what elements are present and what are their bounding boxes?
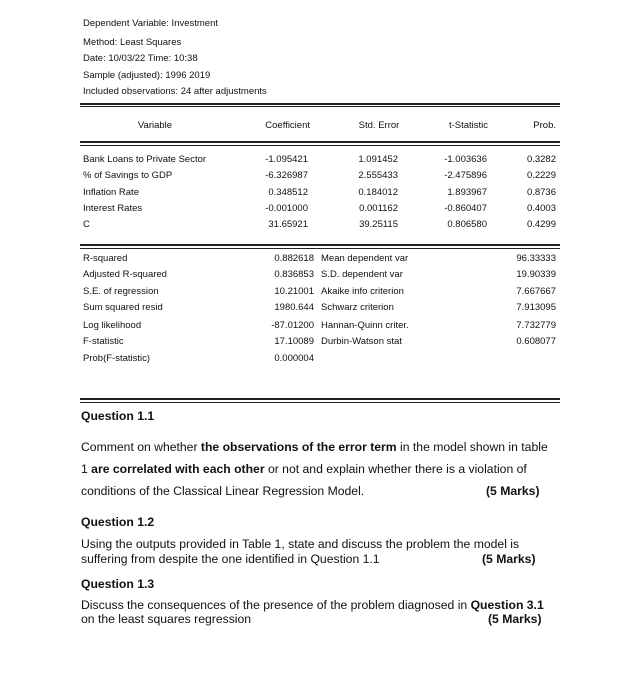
stat-label: Hannan-Quinn criter. — [321, 320, 409, 331]
table-top-rule — [80, 103, 560, 105]
stat-value: 0.000004 — [274, 353, 314, 364]
text: Discuss the consequences of the presence of the problem diagnosed in — [81, 598, 471, 612]
stat-value: 17.10089 — [274, 336, 314, 347]
question-1-3-line-2: on the least squares regression — [81, 612, 252, 626]
header-variable: Variable — [137, 120, 173, 131]
question-1-2-line-2: suffering from despite the one identified in Question 1.1 — [81, 552, 380, 566]
std-error-value: 0.001162 — [359, 203, 398, 214]
question-1-1-line-1 — [81, 440, 548, 455]
stat-label: Akaike info criterion — [321, 286, 404, 297]
question-1-1-marks: (5 Marks) — [486, 484, 540, 498]
stat-label: Mean dependent var — [321, 253, 409, 264]
variable-name: % of Savings to GDP — [83, 170, 173, 181]
std-error-value: 1.091452 — [358, 154, 398, 165]
emphasis: Question 3.1 — [470, 598, 544, 612]
prob-value: 0.4003 — [526, 203, 556, 214]
dependent-variable: Dependent Variable: Investment — [83, 18, 219, 29]
stat-value: 7.913095 — [516, 302, 556, 313]
t-statistic-value: 0.806580 — [447, 219, 487, 230]
stat-label: Schwarz criterion — [321, 302, 394, 313]
emphasis: are correlated with each other — [91, 462, 265, 476]
t-statistic-value: -2.475896 — [444, 170, 487, 181]
coefficient-value: -1.095421 — [265, 154, 308, 165]
header-t-statistic: t-Statistic — [448, 120, 488, 131]
question-1-1-line-3: conditions of the Classical Linear Regression Model. — [81, 484, 365, 498]
stat-label: S.E. of regression — [83, 286, 159, 297]
header-bottom-rule-2 — [80, 145, 560, 146]
stat-label: Log likelihood — [83, 320, 142, 331]
text: or not and explain whether there is a violation of — [264, 462, 527, 476]
variable-name: C — [83, 219, 90, 230]
stat-label: Adjusted R-squared — [83, 269, 167, 280]
text: in the model shown in table — [396, 440, 548, 454]
stat-label: R-squared — [83, 253, 128, 264]
table-bottom-rule — [80, 398, 560, 400]
header-bottom-rule — [80, 141, 560, 143]
std-error-value: 2.555433 — [358, 170, 398, 181]
question-1-3-heading: Question 1.3 — [81, 577, 155, 591]
prob-value: 0.4299 — [526, 219, 556, 230]
stat-label: Prob(F-statistic) — [83, 353, 151, 364]
header-std-error: Std. Error — [358, 120, 400, 131]
variable-name: Interest Rates — [83, 203, 143, 214]
text: 1 — [81, 462, 92, 476]
coef-bottom-rule-2 — [80, 248, 560, 249]
stat-label: S.D. dependent var — [321, 269, 403, 280]
prob-value: 0.3282 — [526, 154, 556, 165]
header-prob: Prob. — [533, 120, 556, 131]
stat-value: 7.667667 — [516, 286, 556, 297]
stat-value: 96.33333 — [516, 253, 556, 264]
stat-value: 10.21001 — [274, 286, 314, 297]
stat-label: F-statistic — [83, 336, 124, 347]
coefficient-value: -0.001000 — [265, 203, 308, 214]
coefficient-value: 0.348512 — [268, 187, 308, 198]
question-1-2-line-1: Using the outputs provided in Table 1, state and discuss the problem the model is — [81, 537, 520, 551]
stat-value: 0.836853 — [274, 269, 314, 280]
question-1-2-heading: Question 1.2 — [81, 515, 155, 529]
coefficient-value: 31.65921 — [268, 219, 308, 230]
stat-label: Durbin-Watson stat — [321, 336, 402, 347]
std-error-value: 39.25115 — [359, 219, 398, 230]
stat-label: Sum squared resid — [83, 302, 163, 313]
question-1-3-line-1 — [81, 598, 544, 613]
date-time: Date: 10/03/22 Time: 10:38 — [83, 53, 198, 64]
stat-value: -87.01200 — [271, 320, 314, 331]
question-1-3-marks: (5 Marks) — [488, 612, 542, 626]
stat-value: 19.90339 — [516, 269, 556, 280]
table-bottom-rule-2 — [80, 402, 560, 403]
method: Method: Least Squares — [83, 37, 182, 48]
coefficient-value: -6.326987 — [265, 170, 308, 181]
question-1-1-heading: Question 1.1 — [81, 409, 155, 423]
question-1-1-line-2 — [81, 462, 527, 477]
stat-value: 1980.644 — [274, 302, 314, 313]
prob-value: 0.8736 — [526, 187, 556, 198]
prob-value: 0.2229 — [526, 170, 556, 181]
coef-bottom-rule — [80, 244, 560, 246]
t-statistic-value: 1.893967 — [447, 187, 487, 198]
stat-value: 7.732779 — [516, 320, 556, 331]
question-1-2-marks: (5 Marks) — [482, 552, 536, 566]
stat-value: 0.608077 — [516, 336, 556, 347]
emphasis: the observations of the error term — [200, 440, 397, 454]
variable-name: Bank Loans to Private Sector — [83, 154, 207, 165]
table-top-rule-2 — [80, 106, 560, 107]
header-coefficient: Coefficient — [265, 120, 310, 131]
sample: Sample (adjusted): 1996 2019 — [83, 70, 211, 81]
stat-value: 0.882618 — [274, 253, 314, 264]
variable-name: Inflation Rate — [83, 187, 139, 198]
text: Comment on whether — [81, 440, 201, 454]
t-statistic-value: -1.003636 — [444, 154, 487, 165]
std-error-value: 0.184012 — [358, 187, 398, 198]
t-statistic-value: -0.860407 — [444, 203, 487, 214]
included-observations: Included observations: 24 after adjustments — [83, 86, 267, 97]
